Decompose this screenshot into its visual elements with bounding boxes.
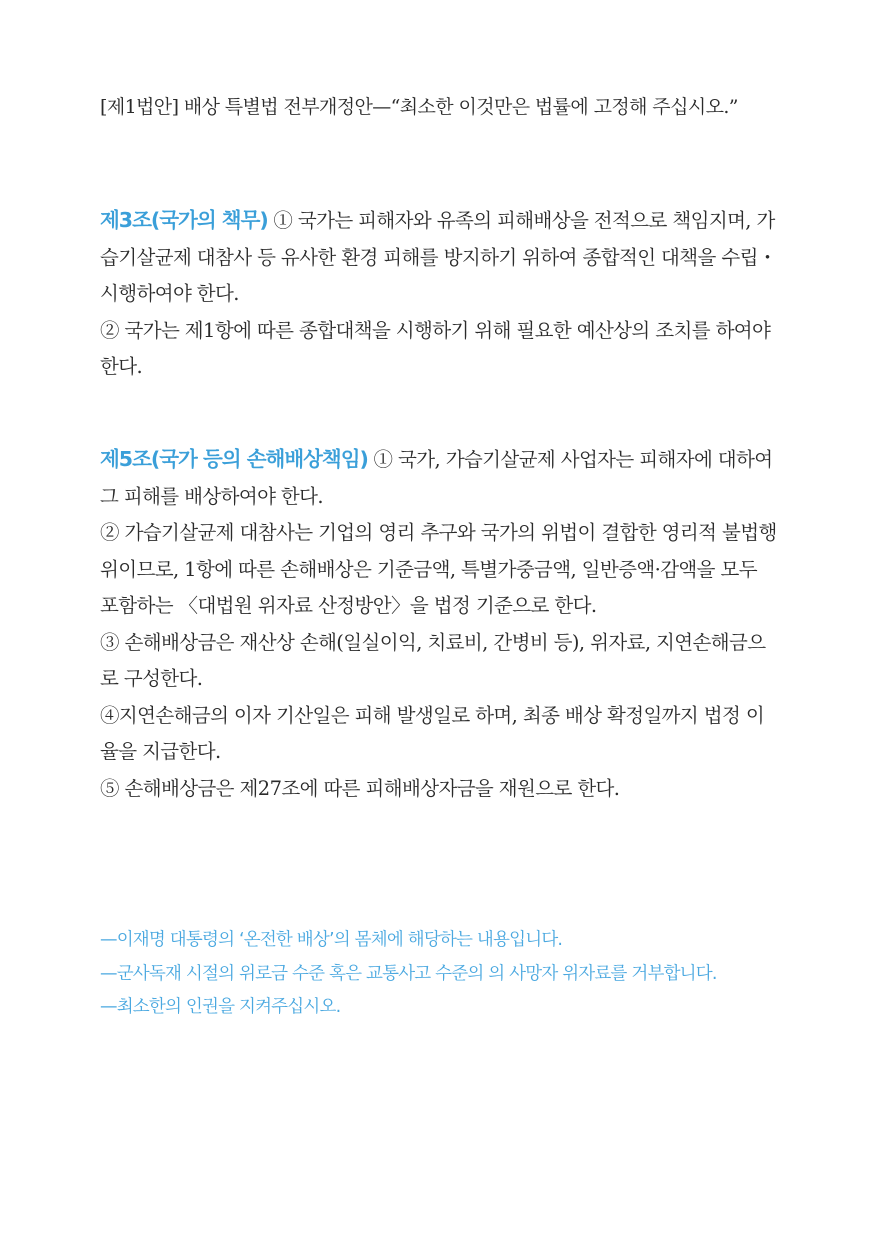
article-5-paragraph-5: ⑤ 손해배상금은 제27조에 따른 피해배상자금을 재원으로 한다. [100, 776, 620, 800]
note-1: —이재명 대통령의 ‘온전한 배상’의 몸체에 해당하는 내용입니다. [100, 930, 563, 950]
article-3-paragraph-2: ② 국가는 제1항에 따른 종합대책을 시행하기 위해 필요한 예산상의 조치를 하여야 한다. [100, 318, 771, 378]
article-3-paragraph-1-text: ① 국가는 피해자와 유족의 피해배상을 전적으로 책임지며, 가습기살균제 대참사 등 유사한 환경 피해를 방지하기 위하여 종합적인 대책을 수립・시행하여야 한다. [100, 209, 777, 305]
article-3 [100, 202, 780, 386]
article-5-paragraph-3: ③ 손해배상금은 재산상 손해(일실이익, 치료비, 간병비 등), 위자료, 지연손해금으로 구성한다. [100, 630, 766, 690]
article-5-title: 제5조(국가 등의 손해배상책임) [100, 447, 368, 471]
article-5-paragraph-2: ② 가습기살균제 대참사는 기업의 영리 추구와 국가의 위법이 결합한 영리적 불법행위이므로, 1항에 따른 손해배상은 기준금액, 특별가중금액, 일반증액·감액을 모두 포함하는 〈대법원 위자료 산정방안〉을 법정 기준으로 한다. [100, 521, 777, 617]
commentary-notes [100, 924, 780, 1025]
note-2: —군사독재 시절의 위로금 수준 혹은 교통사고 수준의 의 사망자 위자료를 거부합니다. [100, 963, 717, 984]
article-5-paragraph-1 [100, 441, 780, 515]
article-3-paragraph-1 [100, 202, 780, 313]
article-5-paragraph-4: ④지연손해금의 이자 기산일은 피해 발생일로 하며, 최종 배상 확정일까지 법정 이율을 지급한다. [100, 703, 765, 763]
article-3-title: 제3조(국가의 책무) [100, 208, 268, 232]
bill-heading: [제1법안] 배상 특별법 전부개정안—“최소한 이것만은 법률에 고정해 주십시오.” [100, 96, 738, 118]
note-3: —최소한의 인권을 지켜주십시오. [100, 997, 341, 1017]
article-5 [100, 441, 780, 807]
article-5-paragraph-1-text: ① 국가, 가습기살균제 사업자는 피해자에 대하여 그 피해를 배상하여야 한다. [100, 448, 773, 508]
